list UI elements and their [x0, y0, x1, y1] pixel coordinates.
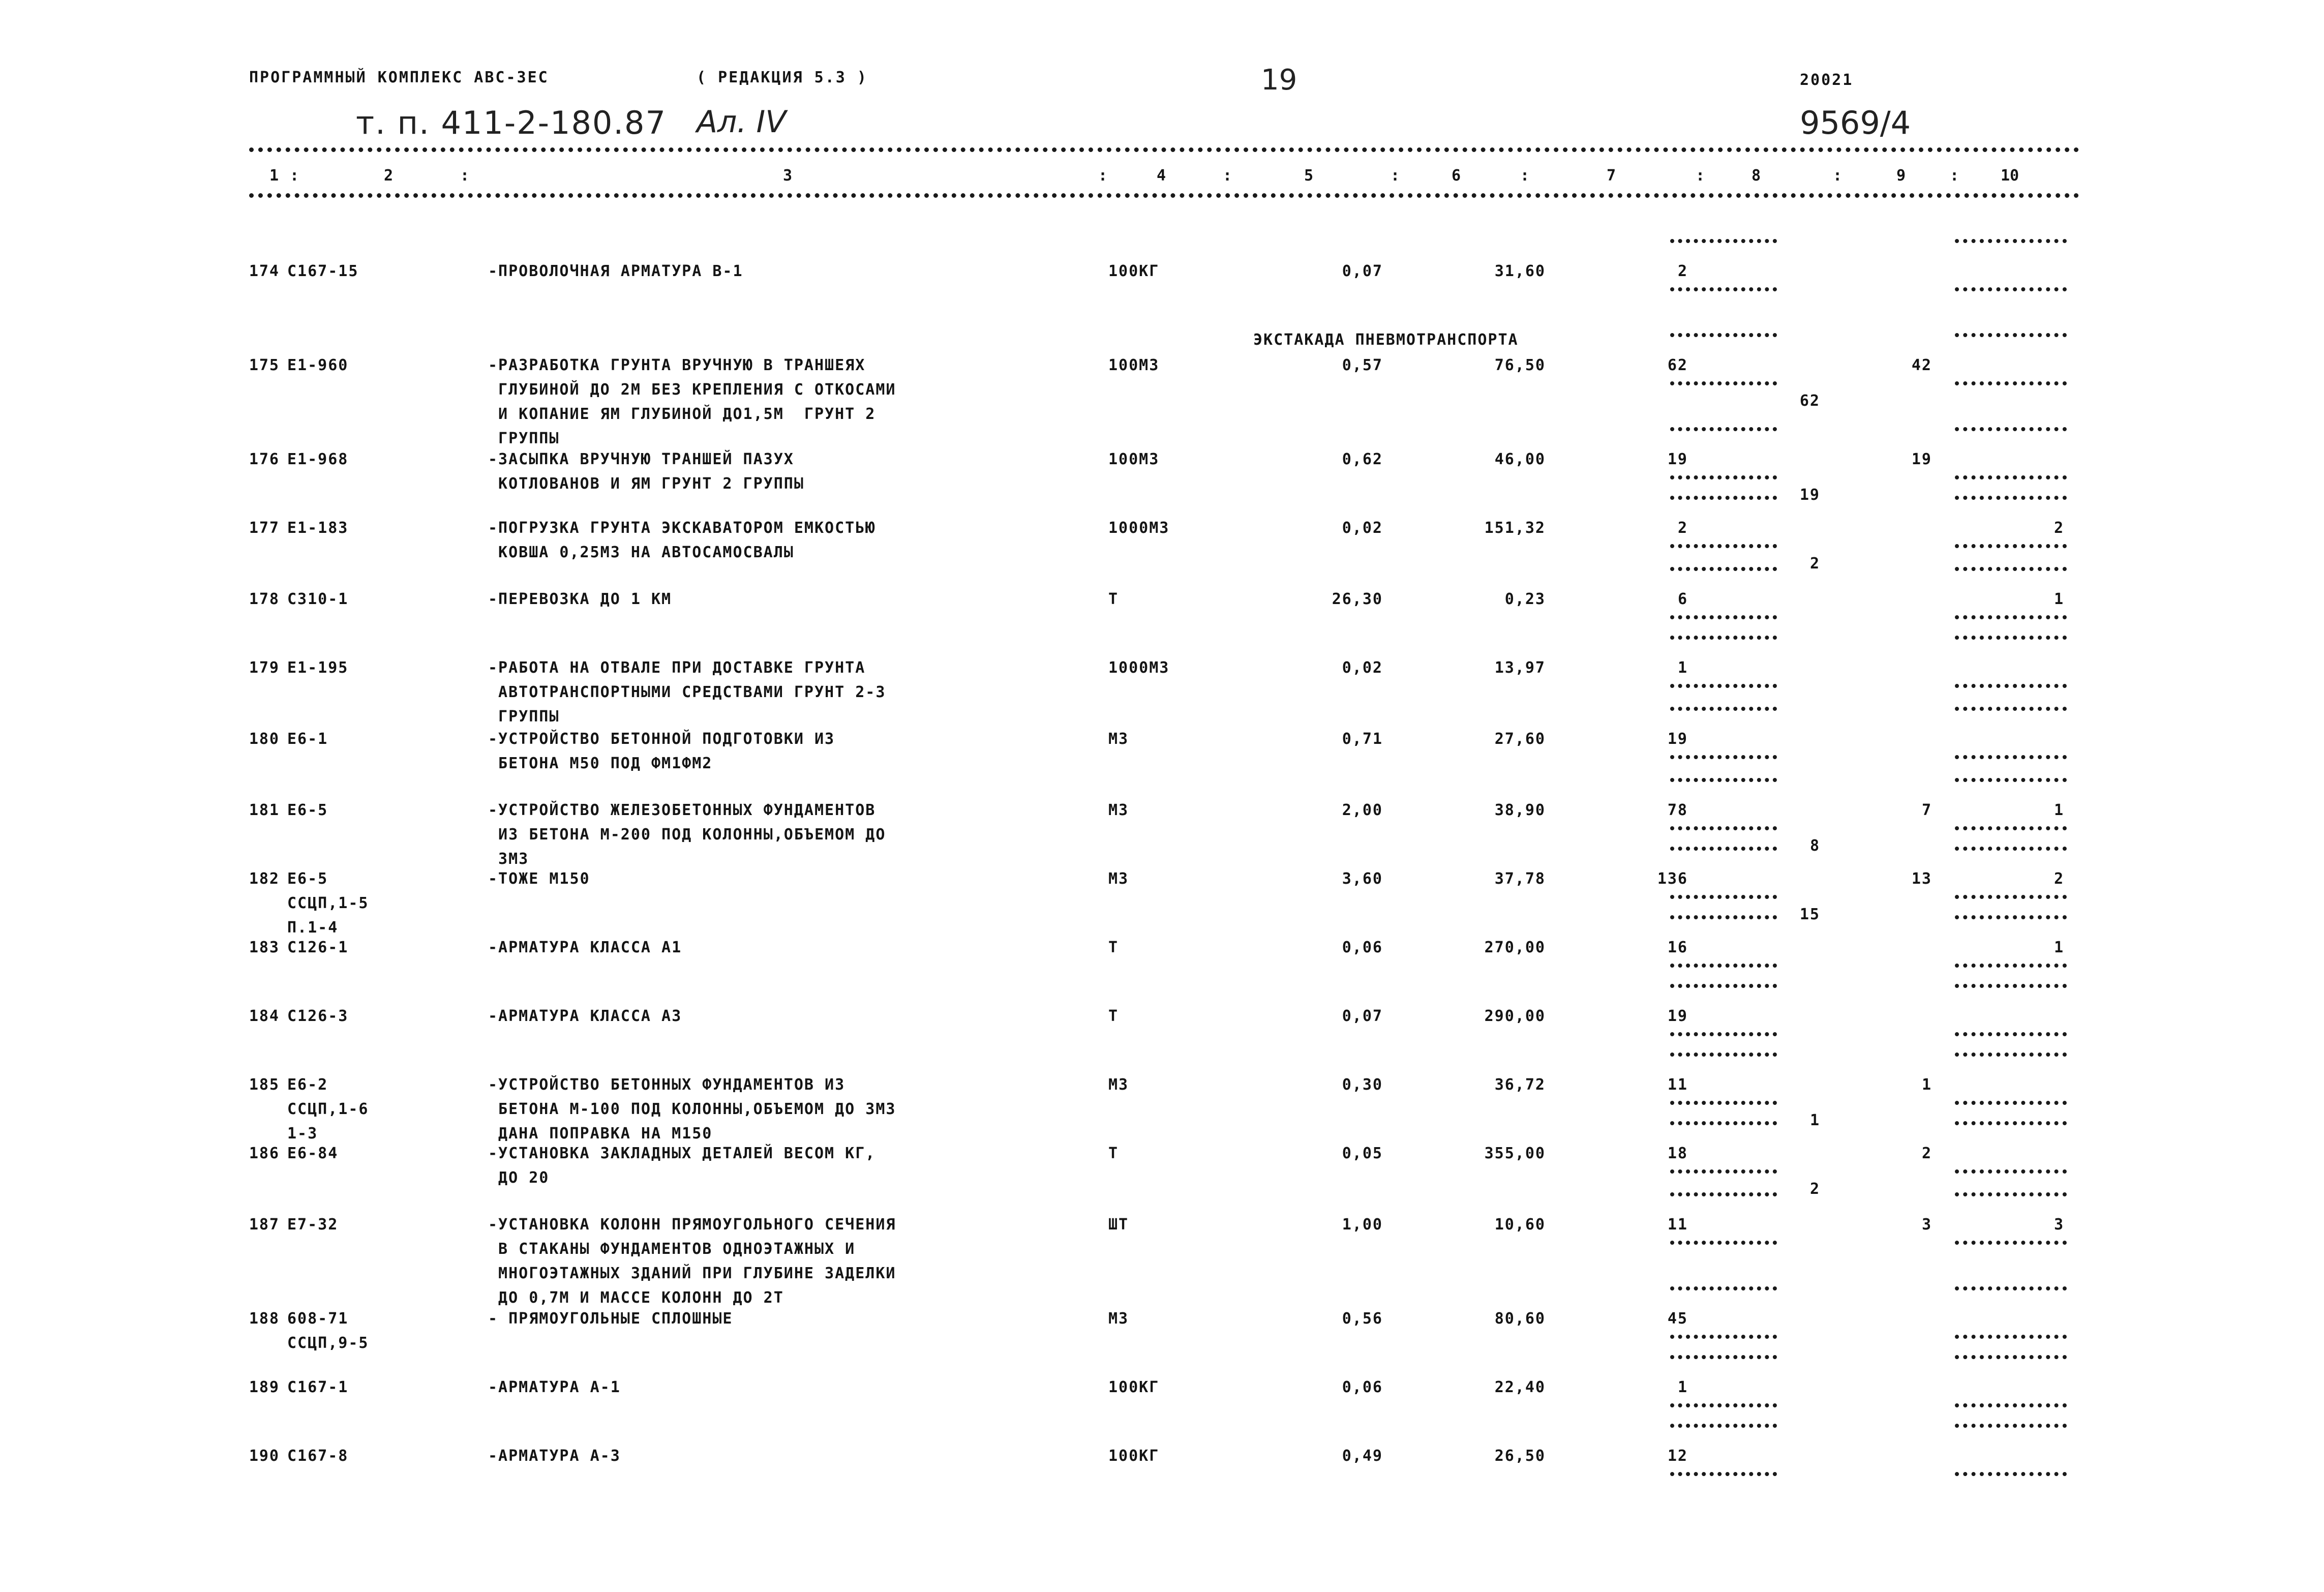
column-number: :	[1223, 167, 1232, 185]
row-price: 76,50	[1494, 356, 1546, 374]
row-price: 31,60	[1494, 262, 1546, 280]
row-number: 185	[249, 1076, 280, 1094]
program-title: ПРОГРАММНЫЙ КОМПЛЕКС АВС-ЗЕС	[249, 69, 549, 86]
row-price: 80,60	[1494, 1310, 1546, 1328]
subtotal-rule	[1955, 544, 2067, 548]
row-col10: 1	[2054, 939, 2064, 956]
row-cost-total: 11	[1667, 1216, 1688, 1234]
row-cost-total: 78	[1667, 801, 1688, 819]
row-price: 36,72	[1494, 1076, 1546, 1094]
column-number: :	[1833, 167, 1843, 185]
subtotal-rule	[1670, 684, 1777, 688]
subtotal-rule	[1670, 475, 1777, 479]
subtotal-rule	[1670, 615, 1777, 619]
subtotal-rule	[1955, 1101, 2067, 1105]
row-quantity: 0,07	[1342, 262, 1383, 280]
row-col8: 19	[1799, 486, 1820, 504]
row-cost-total: 11	[1667, 1076, 1688, 1094]
subtotal-rule	[1955, 239, 2067, 243]
subtotal-rule	[1670, 1335, 1777, 1339]
subtotal-rule	[1670, 895, 1777, 899]
subtotal-rule	[1670, 427, 1777, 431]
subtotal-rule	[1955, 1335, 2067, 1339]
row-col9: 13	[1911, 870, 1932, 888]
subtotal-rule	[1670, 239, 1777, 243]
subtotal-rule	[1670, 984, 1777, 988]
row-description: -АРМАТУРА КЛАССА А1	[488, 939, 682, 956]
row-description: -УСТРОЙСТВО БЕТОННОЙ ПОДГОТОВКИ ИЗ БЕТОНА М50 ПОД ФМ1ФМ2	[488, 730, 835, 772]
row-description: -УСТРОЙСТВО БЕТОННЫХ ФУНДАМЕНТОВ ИЗ БЕТОНА М-100 ПОД КОЛОННЫ,ОБЪЕМОМ ДО 3М3 ДАНА ПОПРАВКА НА М150	[488, 1076, 896, 1143]
subtotal-rule	[1670, 964, 1777, 968]
subtotal-rule	[1955, 1355, 2067, 1359]
row-col9: 3	[1921, 1216, 1932, 1234]
row-code: Е7-32	[287, 1216, 339, 1234]
row-col8: 2	[1809, 555, 1820, 573]
subtotal-rule	[1670, 1032, 1777, 1036]
row-unit: М3	[1108, 1076, 1129, 1094]
subtotal-rule	[1670, 1241, 1777, 1245]
row-col10: 1	[2054, 590, 2064, 608]
header-top-rule	[249, 147, 2079, 152]
row-cost-total: 1	[1677, 1378, 1688, 1396]
row-quantity: 0,57	[1342, 356, 1383, 374]
row-col8: 62	[1799, 392, 1820, 410]
column-number: 6	[1452, 167, 1461, 185]
subtotal-rule	[1955, 895, 2067, 899]
row-number: 179	[249, 659, 280, 677]
subtotal-rule	[1955, 333, 2067, 337]
row-code: С167-1	[287, 1378, 349, 1396]
subtotal-rule	[1955, 496, 2067, 500]
subtotal-rule	[1670, 1192, 1777, 1196]
row-col10: 3	[2054, 1216, 2064, 1234]
subtotal-rule	[1670, 1424, 1777, 1428]
tp-label: т. п. 411-2-180.87	[356, 104, 667, 141]
subtotal-rule	[1955, 1169, 2067, 1174]
row-number: 174	[249, 262, 280, 280]
row-description: -УСТАНОВКА КОЛОНН ПРЯМОУГОЛЬНОГО СЕЧЕНИЯ В СТАКАНЫ ФУНДАМЕНТОВ ОДНОЭТАЖНЫХ И МНОГОЭТАЖНЫХ ЗДАНИЙ ПРИ ГЛУБИНЕ ЗАДЕЛКИ ДО 0,7М И МАССЕ КОЛОНН ДО 2Т	[488, 1216, 896, 1307]
subtotal-rule	[1955, 427, 2067, 431]
column-number: 3	[783, 167, 793, 185]
row-unit: М3	[1108, 801, 1129, 819]
row-unit: М3	[1108, 1310, 1129, 1328]
row-col8: 8	[1809, 837, 1820, 855]
row-code: Е1-960	[287, 356, 349, 374]
row-unit: М3	[1108, 730, 1129, 748]
row-description: -УСТАНОВКА ЗАКЛАДНЫХ ДЕТАЛЕЙ ВЕСОМ КГ, ДО 20	[488, 1145, 876, 1187]
row-cost-total: 19	[1667, 730, 1688, 748]
column-number: 10	[2001, 167, 2019, 185]
row-quantity: 0,06	[1342, 939, 1383, 956]
column-number: 5	[1304, 167, 1314, 185]
row-price: 0,23	[1504, 590, 1546, 608]
column-number: 1	[269, 167, 279, 185]
row-quantity: 3,60	[1342, 870, 1383, 888]
subtotal-rule	[1670, 1101, 1777, 1105]
column-number: :	[1520, 167, 1530, 185]
row-number: 177	[249, 519, 280, 537]
row-code: Е6-84	[287, 1145, 339, 1162]
row-price: 270,00	[1484, 939, 1546, 956]
row-quantity: 0,56	[1342, 1310, 1383, 1328]
subtotal-rule	[1670, 567, 1777, 571]
row-code: Е1-968	[287, 450, 349, 468]
row-cost-total: 1	[1677, 659, 1688, 677]
column-number: :	[1696, 167, 1705, 185]
row-quantity: 1,00	[1342, 1216, 1383, 1234]
row-number: 175	[249, 356, 280, 374]
row-price: 27,60	[1494, 730, 1546, 748]
subtotal-rule	[1955, 1403, 2067, 1407]
row-unit: Т	[1108, 1007, 1119, 1025]
row-code: С167-8	[287, 1447, 349, 1465]
row-code: Е6-5	[287, 801, 328, 819]
subtotal-rule	[1955, 381, 2067, 385]
row-price: 13,97	[1494, 659, 1546, 677]
row-cost-total: 2	[1677, 262, 1688, 280]
row-unit: 100КГ	[1108, 1447, 1160, 1465]
row-price: 151,32	[1484, 519, 1546, 537]
row-cost-total: 136	[1657, 870, 1688, 888]
subtotal-rule	[1955, 1121, 2067, 1125]
row-description: -РАЗРАБОТКА ГРУНТА ВРУЧНУЮ В ТРАНШЕЯХ ГЛУБИНОЙ ДО 2М БЕЗ КРЕПЛЕНИЯ С ОТКОСАМИ И КОПАНИЕ ЯМ ГЛУБИНОЙ ДО1,5М ГРУНТ 2 ГРУППЫ	[488, 356, 896, 447]
row-col8: 2	[1809, 1180, 1820, 1198]
row-code: 608-71 ССЦП,9-5	[287, 1310, 369, 1352]
subtotal-rule	[1670, 707, 1777, 711]
row-col9: 7	[1921, 801, 1932, 819]
row-code: Е6-1	[287, 730, 328, 748]
row-quantity: 0,02	[1342, 519, 1383, 537]
row-description: -АРМАТУРА А-1	[488, 1378, 621, 1396]
header-bottom-rule	[249, 193, 2079, 198]
row-code: С126-1	[287, 939, 349, 956]
row-unit: ШТ	[1108, 1216, 1129, 1234]
subtotal-rule	[1670, 847, 1777, 851]
row-quantity: 0,05	[1342, 1145, 1383, 1162]
subtotal-rule	[1670, 915, 1777, 919]
row-unit: 100М3	[1108, 450, 1160, 468]
subtotal-rule	[1955, 1053, 2067, 1057]
subtotal-rule	[1670, 755, 1777, 759]
subtotal-rule	[1670, 544, 1777, 548]
row-unit: Т	[1108, 939, 1119, 956]
row-code: Е6-2 ССЦП,1-6 1-3	[287, 1076, 369, 1143]
subtotal-rule	[1955, 915, 2067, 919]
subtotal-rule	[1955, 1192, 2067, 1196]
inventory-code: 9569/4	[1800, 104, 1911, 141]
row-cost-total: 6	[1677, 590, 1688, 608]
subtotal-rule	[1670, 1053, 1777, 1057]
subtotal-rule	[1670, 1355, 1777, 1359]
row-price: 26,50	[1494, 1447, 1546, 1465]
row-number: 189	[249, 1378, 280, 1396]
subtotal-rule	[1670, 381, 1777, 385]
subtotal-rule	[1670, 826, 1777, 830]
row-description: -ЗАСЫПКА ВРУЧНУЮ ТРАНШЕЙ ПАЗУХ КОТЛОВАНОВ И ЯМ ГРУНТ 2 ГРУППЫ	[488, 450, 804, 493]
row-number: 186	[249, 1145, 280, 1162]
row-number: 187	[249, 1216, 280, 1234]
row-quantity: 0,02	[1342, 659, 1383, 677]
subtotal-rule	[1955, 755, 2067, 759]
row-quantity: 0,62	[1342, 450, 1383, 468]
row-description: -ПОГРУЗКА ГРУНТА ЭКСКАВАТОРОМ ЕМКОСТЬЮ КОВША 0,25М3 НА АВТОСАМОСВАЛЫ	[488, 519, 876, 561]
row-col9: 2	[1921, 1145, 1932, 1162]
subtotal-rule	[1670, 636, 1777, 640]
subtotal-rule	[1955, 984, 2067, 988]
subtotal-rule	[1670, 333, 1777, 337]
row-description: - ПРЯМОУГОЛЬНЫЕ СПЛОШНЫЕ	[488, 1310, 733, 1328]
row-unit: 100КГ	[1108, 262, 1160, 280]
row-col9: 19	[1911, 450, 1932, 468]
row-description: -ПРОВОЛОЧНАЯ АРМАТУРА В-1	[488, 262, 743, 280]
subtotal-rule	[1955, 964, 2067, 968]
column-number: :	[1098, 167, 1108, 185]
row-quantity: 0,07	[1342, 1007, 1383, 1025]
row-code: С310-1	[287, 590, 349, 608]
subtotal-rule	[1955, 615, 2067, 619]
row-col8: 1	[1809, 1112, 1820, 1129]
subtotal-rule	[1670, 287, 1777, 291]
row-unit: 1000М3	[1108, 659, 1170, 677]
subtotal-rule	[1670, 1403, 1777, 1407]
row-code: Е6-5 ССЦП,1-5 П.1-4	[287, 870, 369, 937]
row-price: 38,90	[1494, 801, 1546, 819]
subtotal-rule	[1670, 1472, 1777, 1476]
subtotal-rule	[1955, 778, 2067, 782]
row-unit: Т	[1108, 590, 1119, 608]
document-code: 20021	[1800, 71, 1854, 89]
column-number: 7	[1607, 167, 1616, 185]
row-description: -ПЕРЕВОЗКА ДО 1 КМ	[488, 590, 672, 608]
row-cost-total: 12	[1667, 1447, 1688, 1465]
row-cost-total: 45	[1667, 1310, 1688, 1328]
row-col9: 1	[1921, 1076, 1932, 1094]
subtotal-rule	[1670, 496, 1777, 500]
row-quantity: 26,30	[1332, 590, 1383, 608]
row-quantity: 2,00	[1342, 801, 1383, 819]
row-number: 190	[249, 1447, 280, 1465]
row-number: 183	[249, 939, 280, 956]
subtotal-rule	[1955, 636, 2067, 640]
subtotal-rule	[1670, 1121, 1777, 1125]
row-col8: 15	[1799, 906, 1820, 923]
row-cost-total: 62	[1667, 356, 1688, 374]
row-quantity: 0,30	[1342, 1076, 1383, 1094]
subtotal-rule	[1670, 778, 1777, 782]
column-number: :	[290, 167, 299, 185]
row-unit: 100М3	[1108, 356, 1160, 374]
row-col10: 2	[2054, 870, 2064, 888]
subtotal-rule	[1955, 847, 2067, 851]
row-description: -АРМАТУРА А-3	[488, 1447, 621, 1465]
row-price: 290,00	[1484, 1007, 1546, 1025]
subtotal-rule	[1955, 707, 2067, 711]
subtotal-rule	[1955, 287, 2067, 291]
row-cost-total: 2	[1677, 519, 1688, 537]
subtotal-rule	[1955, 1032, 2067, 1036]
row-code: Е1-183	[287, 519, 349, 537]
subtotal-rule	[1670, 1286, 1777, 1290]
row-description: -АРМАТУРА КЛАССА А3	[488, 1007, 682, 1025]
page-number: 19	[1261, 64, 1297, 97]
row-code: Е1-195	[287, 659, 349, 677]
column-number: 9	[1896, 167, 1906, 185]
row-price: 10,60	[1494, 1216, 1546, 1234]
row-unit: М3	[1108, 870, 1129, 888]
row-number: 180	[249, 730, 280, 748]
row-code: С167-15	[287, 262, 359, 280]
subtotal-rule	[1955, 1424, 2067, 1428]
row-description: -УСТРОЙСТВО ЖЕЛЕЗОБЕТОННЫХ ФУНДАМЕНТОВ ИЗ БЕТОНА М-200 ПОД КОЛОННЫ,ОБЪЕМОМ ДО 3М3	[488, 801, 886, 868]
subtotal-rule	[1955, 826, 2067, 830]
column-number: :	[1391, 167, 1400, 185]
column-number: 8	[1752, 167, 1761, 185]
row-quantity: 0,71	[1342, 730, 1383, 748]
row-description: -РАБОТА НА ОТВАЛЕ ПРИ ДОСТАВКЕ ГРУНТА АВТОТРАНСПОРТНЫМИ СРЕДСТВАМИ ГРУНТ 2-3 ГРУППЫ	[488, 659, 886, 726]
row-cost-total: 16	[1667, 939, 1688, 956]
row-number: 176	[249, 450, 280, 468]
row-quantity: 0,49	[1342, 1447, 1383, 1465]
row-number: 188	[249, 1310, 280, 1328]
column-number: 4	[1157, 167, 1166, 185]
row-number: 178	[249, 590, 280, 608]
row-cost-total: 19	[1667, 1007, 1688, 1025]
row-unit: Т	[1108, 1145, 1119, 1162]
subtotal-rule	[1955, 1472, 2067, 1476]
column-number: :	[460, 167, 470, 185]
subtotal-rule	[1955, 1241, 2067, 1245]
row-description: -ТОЖЕ М150	[488, 870, 590, 888]
row-number: 182	[249, 870, 280, 888]
column-number: 2	[384, 167, 394, 185]
edition-label: ( РЕДАКЦИЯ 5.3 )	[697, 69, 868, 86]
row-price: 37,78	[1494, 870, 1546, 888]
row-col10: 1	[2054, 801, 2064, 819]
row-number: 181	[249, 801, 280, 819]
row-cost-total: 19	[1667, 450, 1688, 468]
column-number: :	[1950, 167, 1959, 185]
row-unit: 100КГ	[1108, 1378, 1160, 1396]
row-cost-total: 18	[1667, 1145, 1688, 1162]
row-quantity: 0,06	[1342, 1378, 1383, 1396]
row-number: 184	[249, 1007, 280, 1025]
subtotal-rule	[1955, 567, 2067, 571]
subtotal-rule	[1955, 684, 2067, 688]
subtotal-rule	[1670, 1169, 1777, 1174]
row-col9: 42	[1911, 356, 1932, 374]
row-unit: 1000М3	[1108, 519, 1170, 537]
section-title: ЭКСТАКАДА ПНЕВМОТРАНСПОРТА	[1253, 331, 1519, 349]
row-price: 355,00	[1484, 1145, 1546, 1162]
album-label: Ал. IV	[697, 104, 787, 140]
row-code: С126-3	[287, 1007, 349, 1025]
row-price: 22,40	[1494, 1378, 1546, 1396]
subtotal-rule	[1955, 1286, 2067, 1290]
row-price: 46,00	[1494, 450, 1546, 468]
subtotal-rule	[1955, 475, 2067, 479]
row-col10: 2	[2054, 519, 2064, 537]
